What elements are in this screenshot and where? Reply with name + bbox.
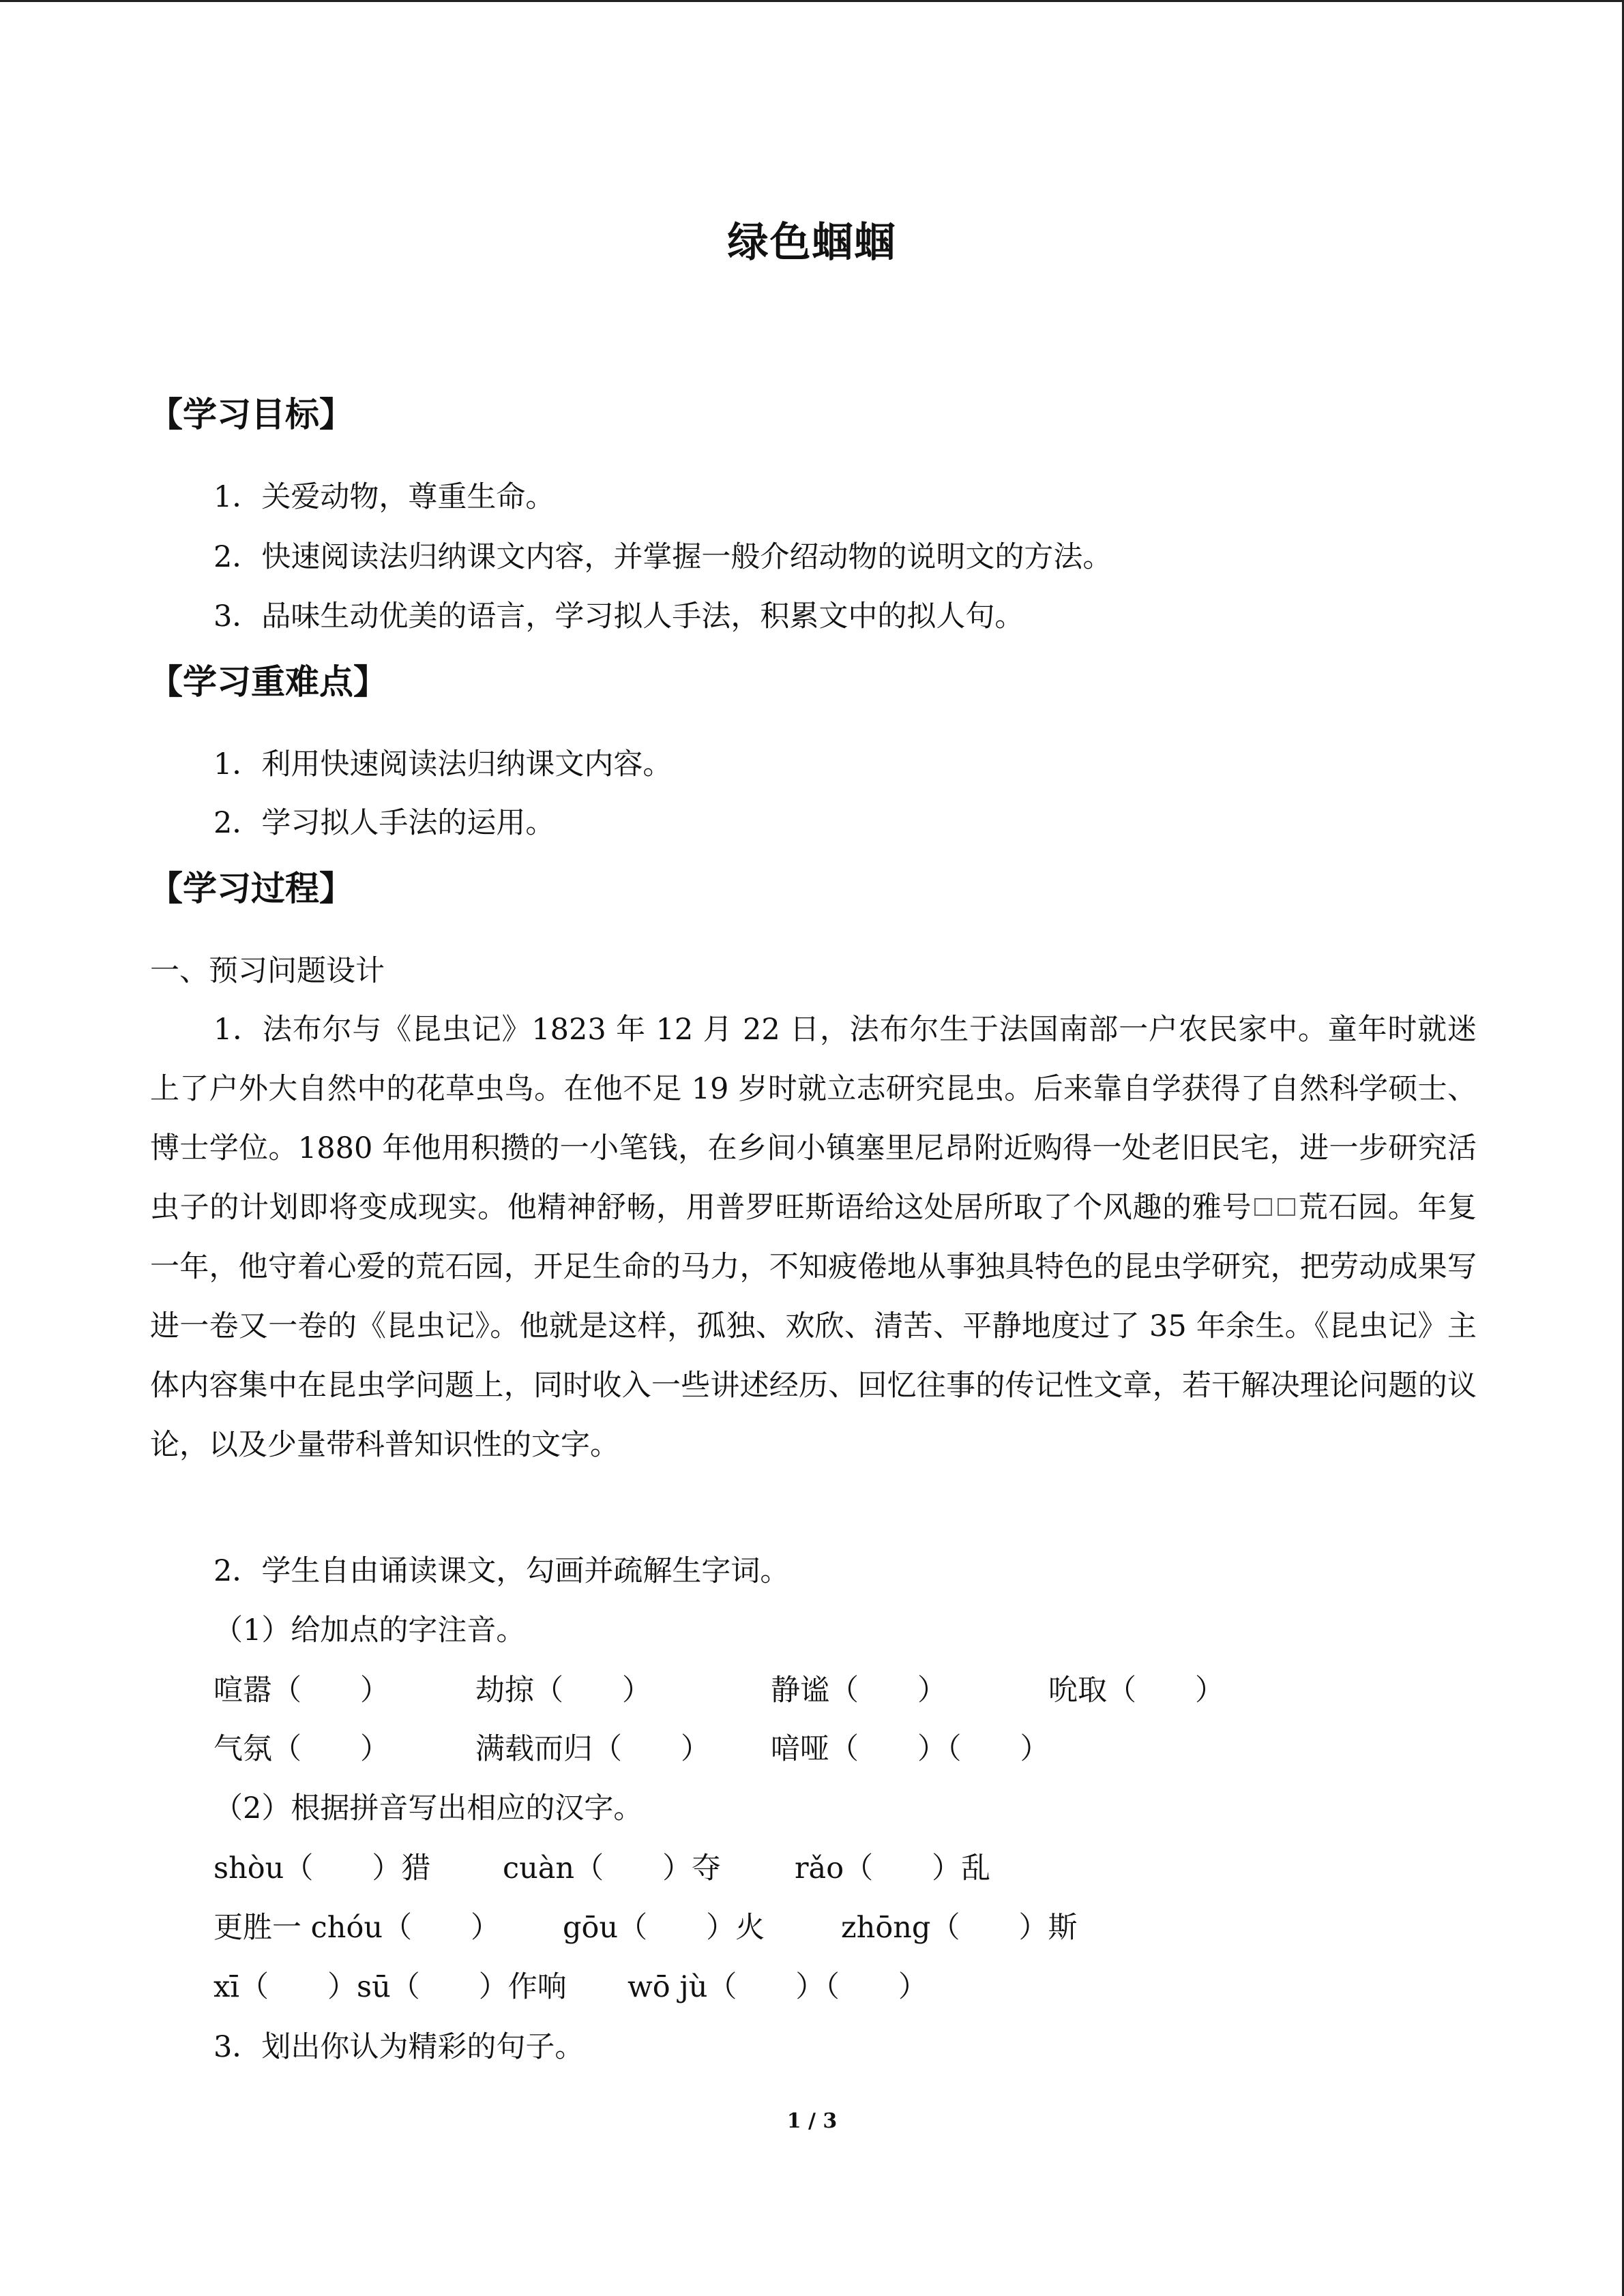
hanzi-question-cell: rǎo（ ）乱 <box>795 1851 991 1885</box>
pinyin-question-cell: 劫掠（ ） <box>475 1673 651 1708</box>
pinyin-question-cell: 满载而归（ ） <box>475 1732 710 1766</box>
process-item-2: 2．学生自由诵读课文，勾画并疏解生字词。 <box>213 1554 790 1588</box>
paragraph-text-part2: 荒石园。年复一年，他守着心爱的荒石园，开足生命的马力，不知疲倦地从事独具特色的昆虫学研究，把劳动成果写进一卷又一卷的《昆虫记》。他就是这样，孤独、欢欣、清苦、平静地度过了 35 年余生。《昆虫记》主体内容集中在昆虫学问题上，同时收入一些讲述经历、回忆往事的传记性文章，若干解决理论问题的议论，以及少量带科普知识性的文字。 <box>150 1191 1477 1462</box>
objective-item-3: 3．品味生动优美的语言，学习拟人手法，积累文中的拟人句。 <box>213 599 1024 633</box>
pinyin-question-cell: 静谧（ ） <box>771 1673 947 1708</box>
missing-char-box <box>1278 1198 1295 1216</box>
process-item-3: 3．划出你认为精彩的句子。 <box>213 2030 585 2064</box>
hanzi-question-cell: wō jù（ ）（ ） <box>628 1970 928 2004</box>
key-point-item-1: 1．利用快速阅读法归纳课文内容。 <box>213 747 673 781</box>
hanzi-question-cell: 更胜一 chóu（ ） <box>213 1911 501 1945</box>
paragraph-text-part1: 1．法布尔与《昆虫记》1823 年 12 月 22 日，法布尔生于法国南部一户农民家中。童年时就迷上了户外大自然中的花草虫鸟。在他不足 19 岁时就立志研究昆虫。后来靠自学获得了自然科学硕士、博士学位。1880 年他用积攒的一小笔钱，在乡间小镇塞里尼昂附近购得一处老旧民宅，进一步研究活虫子的计划即将变成现实。他精神舒畅，用普罗旺斯语给这处居所取了个风趣的雅号 <box>150 1013 1477 1225</box>
hanzi-question-cell: zhōng（ ）斯 <box>841 1911 1078 1945</box>
heading-process: 【学习过程】 <box>149 869 353 908</box>
heading-objectives: 【学习目标】 <box>149 395 353 434</box>
pinyin-question-cell: 吮取（ ） <box>1048 1673 1224 1708</box>
sub-question-2: （2）根据拼音写出相应的汉字。 <box>213 1791 643 1825</box>
pinyin-question-cell: 喑哑（ ）（ ） <box>771 1732 1050 1766</box>
pinyin-question-cell: 气氛（ ） <box>213 1732 389 1766</box>
objective-item-1: 1．关爱动物，尊重生命。 <box>213 480 555 514</box>
section-preview-questions: 一、预习问题设计 <box>150 954 385 988</box>
key-point-item-2: 2．学习拟人手法的运用。 <box>213 806 555 840</box>
document-title: 绿色蝈蝈 <box>727 219 897 267</box>
paragraph-fabre-biography <box>150 1000 1477 1475</box>
sub-question-1: （1）给加点的字注音。 <box>213 1613 526 1648</box>
missing-char-box <box>1254 1198 1272 1216</box>
heading-key-points: 【学习重难点】 <box>149 662 387 702</box>
hanzi-question-cell: shòu（ ）猎 <box>213 1851 431 1885</box>
hanzi-question-cell: cuàn（ ）夺 <box>503 1851 722 1885</box>
hanzi-question-cell: xī（ ）sū（ ）作响 <box>213 1970 567 2004</box>
pinyin-question-cell: 喧嚣（ ） <box>213 1673 389 1708</box>
page-number: 1 / 3 <box>786 2109 838 2133</box>
hanzi-question-cell: gōu（ ）火 <box>563 1911 765 1945</box>
objective-item-2: 2．快速阅读法归纳课文内容，并掌握一般介绍动物的说明文的方法。 <box>213 540 1112 574</box>
